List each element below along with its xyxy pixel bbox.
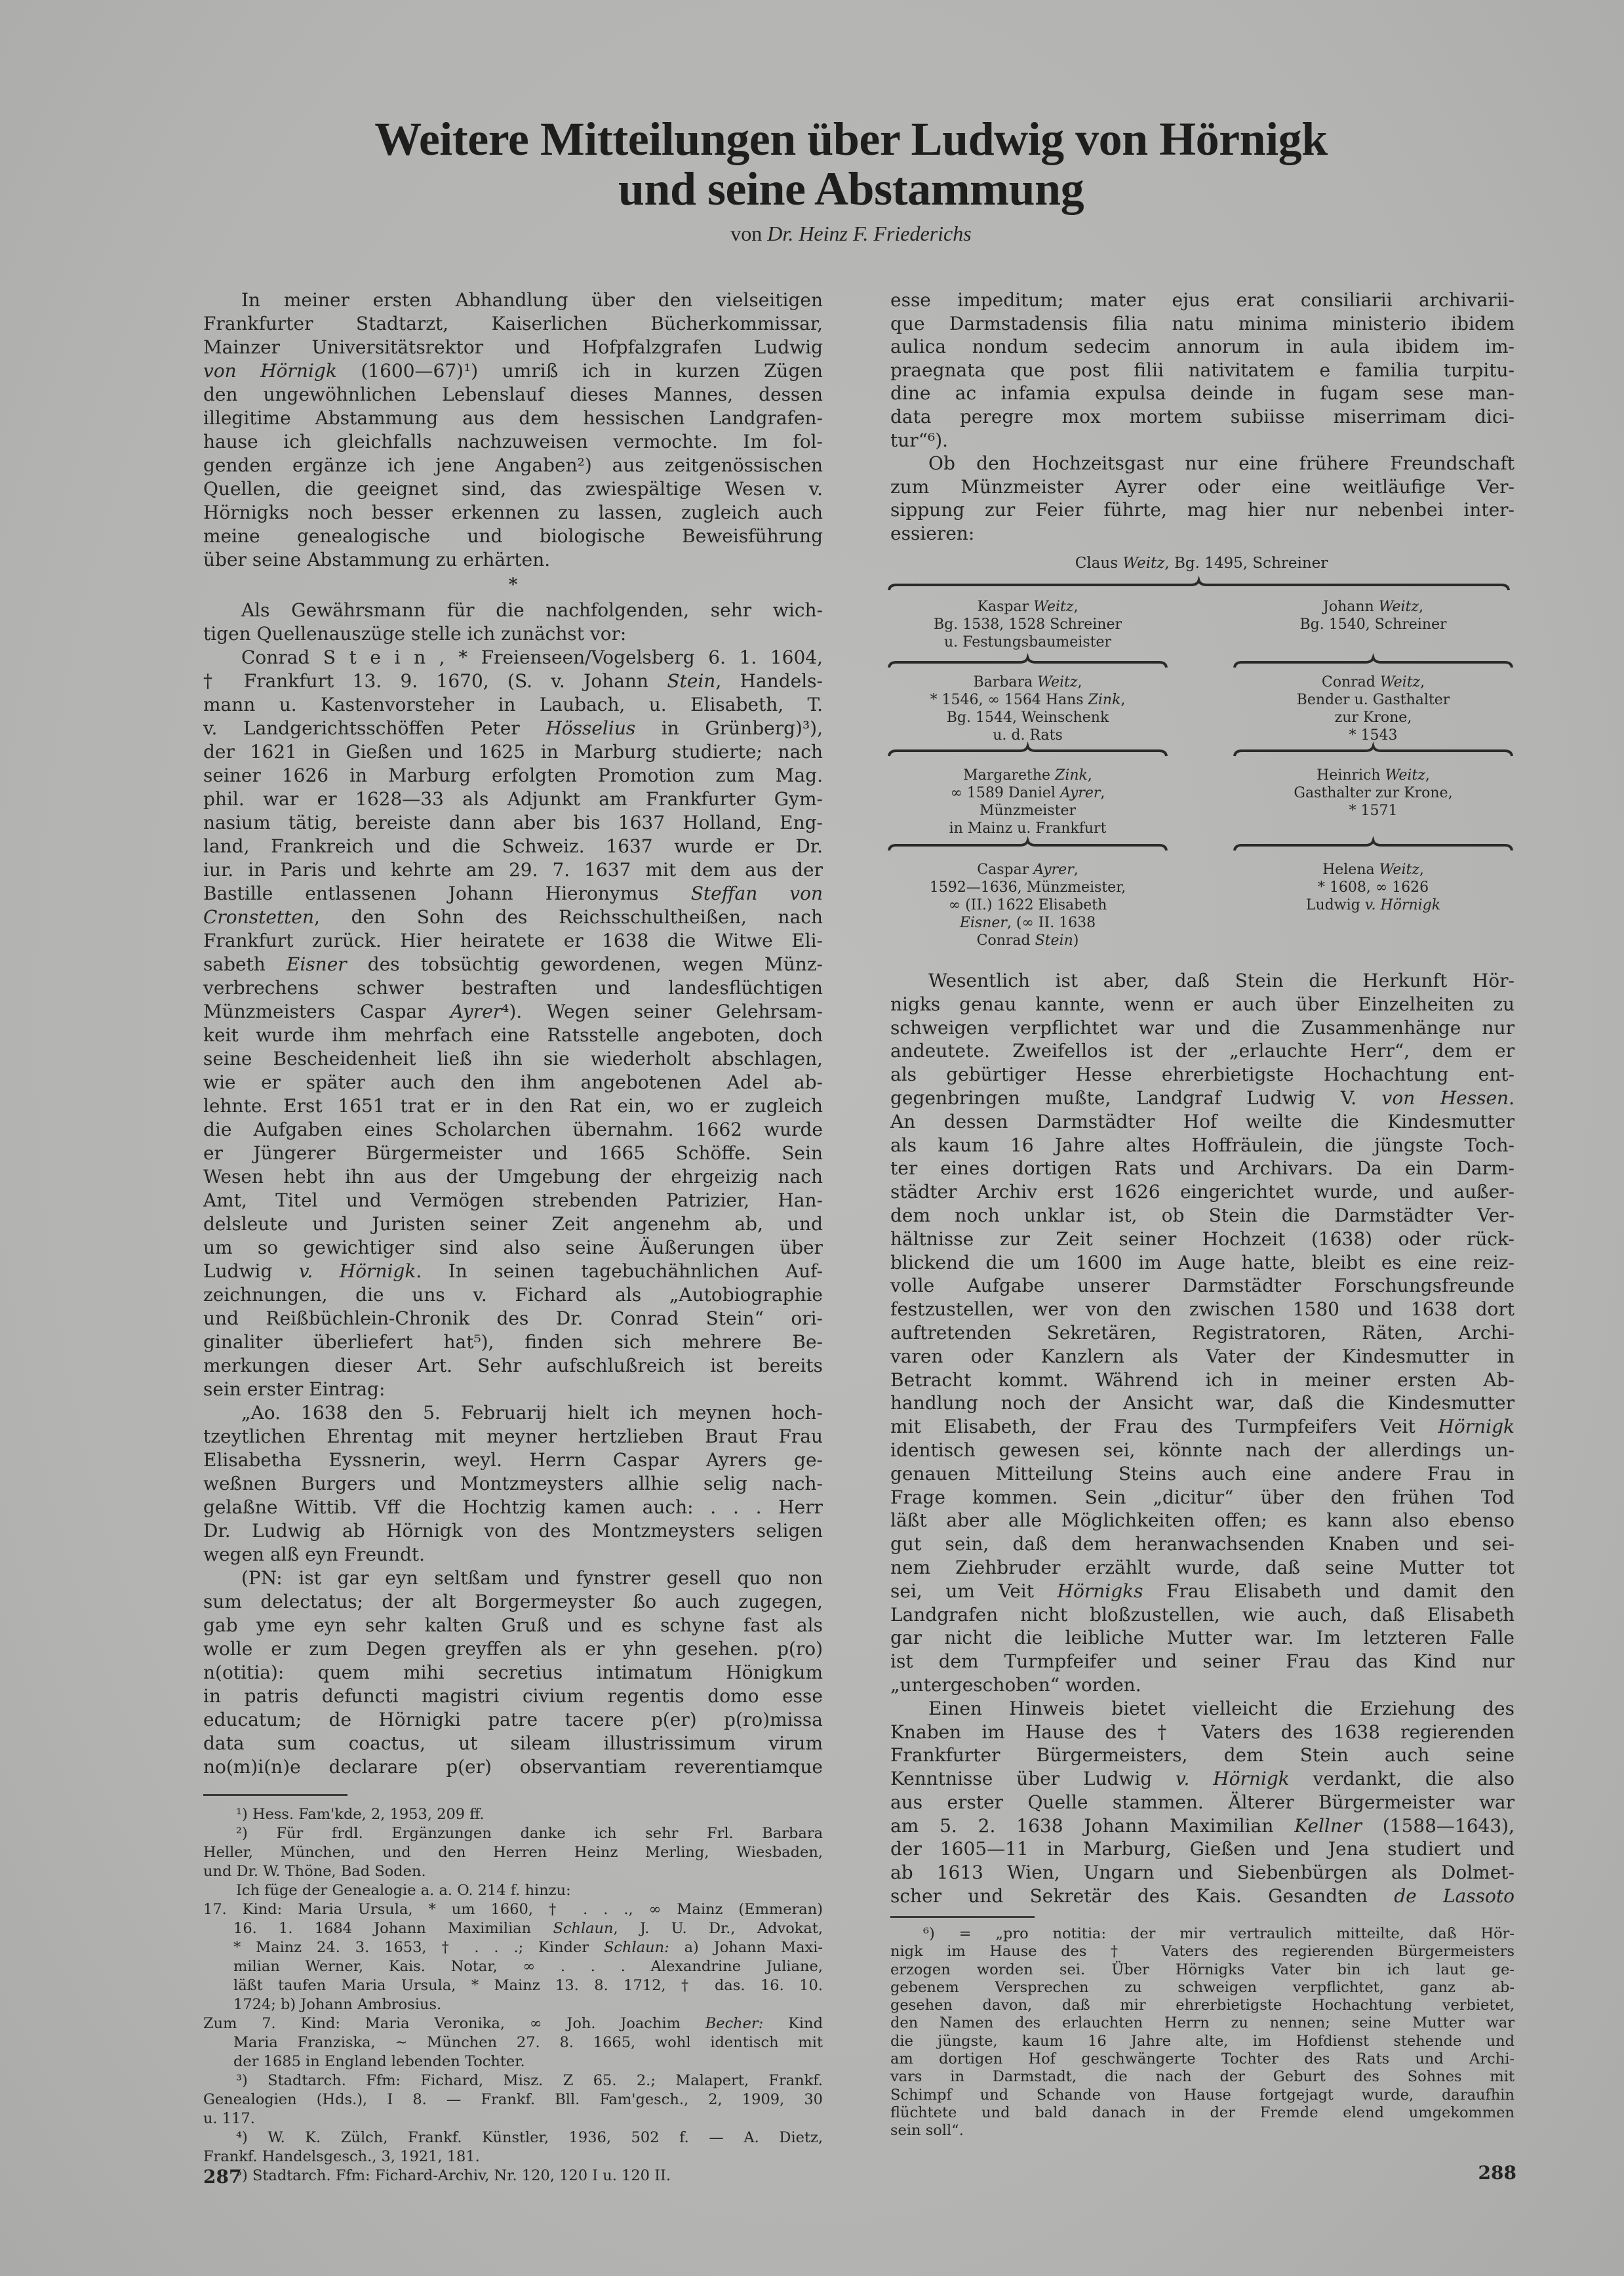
text-line: läßt aber alle Möglichkeiten offen; es kann also ebenso: [890, 1509, 1515, 1532]
genealogy-line: Kaspar Weitz,: [977, 599, 1079, 615]
text-line: gegenbringen mußte, Landgraf Ludwig V. von Hessen.: [890, 1087, 1515, 1109]
genealogy-line: Johann Weitz,: [1323, 599, 1423, 615]
text-line: Elisabetha Eyssnerin, weyl. Herrn Caspar Ayrers ge-: [203, 1449, 823, 1471]
text-line: aulica nondum sedecim annorum in aula ibidem im-: [890, 336, 1515, 358]
text-line: gut sein, daß dem heranwachsenden Knaben und sei-: [890, 1533, 1515, 1555]
paragraph: [203, 599, 823, 646]
text-line: über seine Abstammung zu erhärten.: [203, 549, 551, 570]
text-line: Amt, Titel und Vermögen strebenden Patrizier, Han-: [203, 1189, 823, 1211]
genealogy-line: Margarethe Zink,: [963, 767, 1092, 784]
paragraph: [203, 1805, 823, 1824]
text-line: Frankfurter Stadtarzt, Kaiserlichen Bücherkommissar,: [203, 313, 823, 334]
text-line: 1724; b) Johann Ambrosius.: [233, 1996, 442, 2013]
text-line: Conrad S t e i n , * Freienseen/Vogelsberg 6. 1. 1604,: [241, 647, 823, 668]
text-line: 17. Kind: Maria Ursula, * um 1660, † . . ., ∞ Mainz (Emmeran): [203, 1901, 823, 1918]
footnote-divider-left: [203, 1794, 347, 1796]
text-line: der 1685 in England lebenden Tochter.: [233, 2053, 525, 2070]
text-line: varen oder Kanzlern als Vater der Kindesmutter in: [890, 1345, 1515, 1367]
text-line: wegen alß eyn Freundt.: [203, 1544, 426, 1565]
text-line: essieren:: [890, 522, 975, 544]
footnotes-right: [890, 1925, 1515, 2140]
text-line: sein erster Eintrag:: [203, 1378, 386, 1400]
text-line: genden ergänze ich jene Angaben²) aus zeitgenössischen: [203, 454, 823, 476]
text-line: Dr. Ludwig ab Hörnigk von des Montzmeysters seligen: [203, 1520, 823, 1542]
paragraph: [203, 1900, 823, 2014]
genealogy-person-left: [862, 673, 1193, 744]
text-line: Ludwig v. Hörnigk. In seinen tagebuchähnlichen Auf-: [203, 1260, 823, 1282]
text-line: n(otitia): quem mihi secretius intimatum Hönigkum: [203, 1662, 823, 1683]
text-line: die jüngste, kaum 16 Jahre alte, im Hofdienst stehende und: [890, 2032, 1515, 2050]
text-line: verbrechens schwer bestraften und landesflüchtigen: [203, 977, 823, 999]
text-line: delsleute und Juristen seiner Zeit angenehm ab, und: [203, 1213, 823, 1235]
text-line: esse impeditum; mater ejus erat consiliarii archivarii-: [890, 289, 1515, 311]
text-line: † Frankfurt 13. 9. 1670, (S. v. Johann Stein, Handels-: [203, 670, 823, 692]
genealogy-line: * 1546, ∞ 1564 Hans Zink,: [930, 692, 1126, 708]
text-line: Schimpf und Schande von Hause fortgejagt wurde, daraufhin: [890, 2086, 1515, 2104]
text-line: Münzmeisters Caspar Ayrer⁴). Wegen seiner Gelehrsam-: [203, 1001, 823, 1022]
text-line: gesehen davon, daß mir ehrerbietigste Hochachtung verbietet,: [890, 1997, 1515, 2014]
text-line: am dortigen Hof geschwängerte Tochter des Rats und Archi-: [890, 2050, 1515, 2068]
text-line: nem Ziehbruder erzählt wurde, daß seine Mutter tot: [890, 1556, 1515, 1578]
genealogy-line: ∞ (II.) 1622 Elisabeth: [948, 897, 1107, 913]
text-line: aus erster Quelle stammen. Älterer Bürgermeister war: [890, 1791, 1515, 1813]
text-line: milian Werner, Kais. Notar, ∞ . . . Alexandrine Juliane,: [233, 1958, 823, 1975]
text-line: sein soll“.: [890, 2122, 964, 2140]
text-line: Quellen, die geeignet sind, das zwiespältige Wesen v.: [203, 478, 823, 500]
paragraph: [203, 2014, 823, 2071]
text-line: ter eines dortigen Rats und Archivars. Da ein Darm-: [890, 1157, 1515, 1180]
genealogy-person-right: [1208, 767, 1539, 820]
text-line: ²) Für frdl. Ergänzungen danke ich sehr Frl. Barbara: [236, 1825, 823, 1842]
text-line: Maria Franziska, ~ München 27. 8. 1665, wohl identisch mit: [233, 2034, 823, 2051]
text-line: que Darmstadensis filia natu minima ministerio ibidem: [890, 312, 1515, 334]
genealogy-person-left: [862, 861, 1193, 949]
genealogy-line: * 1571: [1349, 803, 1398, 819]
text-line: Knaben im Hause des † Vaters des 1638 regierenden: [890, 1721, 1515, 1743]
text-line: tigen Quellenauszüge stelle ich zunächst vor:: [203, 623, 627, 645]
genealogy-line: Eisner, (∞ II. 1638: [959, 915, 1096, 931]
genealogy-line: 1592—1636, Münzmeister,: [929, 879, 1126, 896]
text-line: und Reißbüchlein-Chronik des Dr. Conrad Stein“ ori-: [203, 1308, 823, 1329]
paragraph: [203, 289, 823, 572]
byline-author: Dr. Heinz F. Friederichs: [767, 222, 972, 245]
text-line: gab yme eyn sehr kalten Gruß und es schyne fast als: [203, 1614, 823, 1636]
text-line: no(m)i(n)e declarare p(er) observantiam reverentiamque: [203, 1756, 823, 1778]
paragraph: [203, 1567, 823, 1779]
text-line: gar nicht die leibliche Mutter war. Im letzteren Falle: [890, 1627, 1515, 1649]
text-line: gelaßne Wittib. Vff die Hochtzig kamen auch: . . . Herr: [203, 1496, 823, 1518]
genealogy-brace: [1234, 840, 1513, 852]
text-line: Frage kommen. Sein „dicitur“ über den frühen Tod: [890, 1486, 1515, 1508]
genealogy-line: Conrad Stein): [976, 932, 1079, 949]
text-line: die Aufgaben eines Scholarchen übernahm. 1662 wurde: [203, 1119, 823, 1140]
genealogy-line: Ludwig v. Hörnigk: [1305, 897, 1441, 913]
text-line: erzogen worden sei. Über Hörnigks Vater bin ich laut ge-: [890, 1961, 1515, 1978]
text-line: keit wurde ihm mehrfach eine Ratsstelle angeboten, doch: [203, 1024, 823, 1046]
text-line: auftretenden Sekretären, Registratoren, Räten, Archi-: [890, 1321, 1515, 1344]
text-line: iur. in Paris und kehrte am 29. 7. 1637 mit dem aus der: [203, 859, 823, 881]
genealogy-brace: [888, 746, 1167, 757]
text-line: Wesen hebt ihn aus der Umgebung der ehrgeizig nach: [203, 1166, 823, 1188]
genealogy-brace: [888, 657, 1167, 669]
genealogy-brace: [1234, 746, 1513, 757]
text-line: illegitime Abstammung aus dem hessischen Landgrafen-: [203, 407, 823, 429]
text-line: * Mainz 24. 3. 1653, † . . .; Kinder Schlaun: a) Johann Maxi-: [233, 1939, 823, 1956]
text-line: mit Elisabeth, der Frau des Turmpfeifers Veit Hörnigk: [890, 1416, 1515, 1438]
text-line: dine ac infamia expulsa deinde in fugam sese man-: [890, 382, 1515, 405]
text-line: sippung zur Feier führte, mag hier nur nebenbei inter-: [890, 499, 1515, 521]
genealogy-line: u. d. Rats: [993, 727, 1063, 744]
text-line: gebenem Versprechen zu schweigen verpflichtet, ganz ab-: [890, 1978, 1515, 1996]
text-line: nigks genau kannte, wenn er auch über Einzelheiten zu: [890, 993, 1515, 1015]
page-number-right: 288: [1478, 2162, 1516, 2184]
text-line: data sum coactus, ut sileam illustrissimum virum: [203, 1732, 823, 1754]
text-line: schweigen verpflichtet war und die Zusammenhänge nur: [890, 1016, 1515, 1039]
text-line: der 1605—11 in Marburg, Gießen und Jena studiert und: [890, 1838, 1515, 1860]
paragraph: [203, 1401, 823, 1567]
text-line: den Namen des erlauchten Herrn zu nennen; seine Mutter war: [890, 2014, 1515, 2032]
text-line: seine Bescheidenheit ließ ihn sie wiederholt abschlagen,: [203, 1048, 823, 1069]
text-line: Einen Hinweis bietet vielleicht die Erziehung des: [928, 1697, 1515, 1719]
text-line: genauen Mitteilung Steins auch eine andere Frau in: [890, 1462, 1515, 1485]
text-line: nigk im Hause des † Vaters des regierenden Bürgermeisters: [890, 1943, 1515, 1961]
text-line: läßt taufen Maria Ursula, * Mainz 13. 8. 1712, † das. 16. 10.: [233, 1977, 823, 1994]
text-line: andeutete. Zweifellos ist der „erlauchte Herr“, dem er: [890, 1040, 1515, 1062]
genealogy-line: Bg. 1544, Weinschenk: [946, 709, 1109, 726]
paragraph: [890, 1925, 1515, 2140]
text-line: Wesentlich ist aber, daß Stein die Herkunft Hör-: [928, 970, 1515, 991]
text-line: Betracht kommt. Während ich in meiner ersten Ab-: [890, 1368, 1515, 1391]
text-line: Mainzer Universitätsrektor und Hofpfalzgrafen Ludwig: [203, 336, 823, 358]
page-number-left: 287: [203, 2166, 242, 2187]
genealogy-line: zur Krone,: [1334, 709, 1412, 726]
text-line: lehnte. Erst 1651 trat er in den Rat ein, wo er zugleich: [203, 1095, 823, 1117]
text-line: volle Aufgabe unserer Darmstädter Forschungsfreunde: [890, 1275, 1515, 1297]
text-line: „untergeschoben“ worden.: [890, 1673, 1141, 1696]
text-line: merkungen dieser Art. Sehr aufschlußreich ist bereits: [203, 1355, 823, 1376]
paragraph: [203, 2128, 823, 2166]
text-line: Zum 7. Kind: Maria Veronika, ∞ Joh. Joachim Becher: Kind: [203, 2015, 823, 2032]
text-line: Genealogien (Hds.), I 8. — Frankf. Bll. Fam'gesch., 2, 1909, 30: [203, 2091, 823, 2108]
text-line: ginaliter überliefert hat⁵), finden sich mehrere Be-: [203, 1331, 823, 1353]
text-line: sum delectatus; der alt Borgermeyster ßo auch zugegen,: [203, 1591, 823, 1612]
text-line: hältnisse zur Zeit seiner Hochzeit (1638) oder rück-: [890, 1228, 1515, 1250]
text-line: u. 117.: [203, 2110, 255, 2127]
paragraph: [203, 646, 823, 1401]
text-line: Frankf. Handelsgesch., 3, 1921, 181.: [203, 2148, 480, 2165]
text-line: blickend die um 1600 im Auge hatte, bleibt es eine reiz-: [890, 1251, 1515, 1273]
text-line: educatum; de Hörnigki patre tacere p(er) p(ro)missa: [203, 1709, 823, 1730]
genealogy-line: Bender u. Gasthalter: [1296, 692, 1450, 708]
paragraph: [203, 1824, 823, 1881]
text-line: seiner 1626 in Marburg erfolgten Promotion zum Mag.: [203, 765, 823, 786]
text-line: ³) Stadtarch. Ffm: Fichard, Misz. Z 65. 2.; Malapert, Frankf.: [236, 2072, 823, 2089]
text-line: als gebürtiger Hesse ehrerbietigste Hochachtung ent-: [890, 1064, 1515, 1086]
text-line: Frankfurt zurück. Hier heiratete er 1638 die Witwe Eli-: [203, 930, 823, 951]
genealogy-person-left: [862, 598, 1193, 651]
text-line: ¹) Hess. Fam'kde, 2, 1953, 209 ff.: [236, 1806, 485, 1823]
text-line: ⁴) W. K. Zülch, Frankf. Künstler, 1936, 502 f. — A. Dietz,: [236, 2129, 823, 2146]
footnote-divider-right: [890, 1916, 1035, 1918]
genealogy-person-left: [862, 767, 1193, 837]
text-line: wolle er zum Degen greyffen als er yhn gesehen. p(ro): [203, 1638, 823, 1660]
genealogy-brace: [1234, 657, 1513, 669]
text-line: um so gewichtiger sind also seine Äußerungen über: [203, 1237, 823, 1258]
footnotes-left: [203, 1805, 823, 2186]
article-title-line-1: Weitere Mitteilungen über Ludwig von Hörnigk: [374, 113, 1328, 165]
byline: [195, 222, 1507, 245]
genealogy-line: Bg. 1540, Schreiner: [1299, 616, 1447, 633]
text-line: sabeth Eisner des tobsüchtig gewordenen, wegen Münz-: [203, 953, 823, 975]
genealogy-tree: [888, 544, 1515, 957]
genealogy-line: * 1608, ∞ 1626: [1317, 879, 1429, 896]
text-line: v. Landgerichtsschöffen Peter Hösselius in Grünberg)³),: [203, 717, 823, 739]
genealogy-line: Conrad Weitz,: [1321, 674, 1425, 690]
text-line: weßnen Burgers und Montzmeysters allhie selig nach-: [203, 1473, 823, 1494]
right-text-column-top: [890, 289, 1515, 546]
paragraph: [203, 1881, 823, 1900]
genealogy-line: ∞ 1589 Daniel Ayrer,: [950, 785, 1105, 801]
text-line: 16. 1. 1684 Johann Maximilian Schlaun, J. U. Dr., Advokat,: [233, 1920, 823, 1937]
text-line: ⁶) = „pro notitia: der mir vertraulich mitteilte, daß Hör-: [923, 1925, 1515, 1942]
text-line: scher und Sekretär des Kais. Gesandten de Lassoto: [890, 1885, 1515, 1907]
genealogy-brace: [888, 580, 1509, 591]
text-line: dem noch unklar ist, ob Stein die Darmstädter Ver-: [890, 1204, 1515, 1226]
text-line: data peregre mox mortem subiisse miserrimam dici-: [890, 405, 1515, 428]
genealogy-line: Heinrich Weitz,: [1317, 767, 1430, 784]
text-line: In meiner ersten Abhandlung über den vielseitigen: [241, 289, 823, 311]
text-line: handlung noch der Ansicht war, daß die Kindesmutter: [890, 1392, 1515, 1414]
text-line: nasium tätig, bereiste dann aber bis 1637 Holland, Eng-: [203, 812, 823, 833]
text-line: Frankfurter Bürgermeisters, dem Stein auch seine: [890, 1744, 1515, 1767]
paragraph: [890, 452, 1515, 545]
genealogy-person-right: [1208, 673, 1539, 744]
paragraph: [890, 1697, 1515, 1908]
genealogy-line: Helena Weitz,: [1322, 862, 1424, 878]
genealogy-line: Münzmeister: [979, 803, 1077, 819]
genealogy-line: in Mainz u. Frankfurt: [949, 820, 1107, 837]
text-line: Heller, München, und den Herren Heinz Merling, Wiesbaden,: [203, 1844, 823, 1861]
genealogy-line: u. Festungsbaumeister: [943, 634, 1112, 650]
text-line: er Jüngerer Bürgermeister und 1665 Schöffe. Sein: [203, 1142, 823, 1164]
section-separator: *: [508, 575, 518, 595]
genealogy-brace: [888, 840, 1167, 852]
text-line: von Hörnigk (1600—67)¹) umriß ich in kurzen Zügen: [203, 360, 823, 382]
text-line: ab 1613 Wien, Ungarn und Siebenbürgen als Dolmet-: [890, 1862, 1515, 1884]
text-line: ist dem Turmpfeifer und seiner Frau das Kind nur: [890, 1650, 1515, 1673]
genealogy-line: Gasthalter zur Krone,: [1294, 785, 1453, 801]
text-line: als kaum 16 Jahre altes Hoffräulein, die jüngste Toch-: [890, 1134, 1515, 1156]
text-line: Hörnigks noch besser erkennen zu lassen, zugleich auch: [203, 502, 823, 523]
text-line: meine genealogische und biologische Beweisführung: [203, 525, 823, 547]
paragraph: [890, 969, 1515, 1697]
text-line: festzustellen, wer von den zwischen 1580 und 1638 dort: [890, 1298, 1515, 1321]
genealogy-line: * 1543: [1349, 727, 1398, 744]
text-line: phil. war er 1628—33 als Adjunkt am Frankfurter Gym-: [203, 788, 823, 810]
text-line: mann u. Kastenvorsteher in Laubach, u. Elisabeth, T.: [203, 694, 823, 715]
text-line: tzeytlichen Ehrentag mit meyner hertzlieben Braut Frau: [203, 1426, 823, 1447]
text-line: flüchtete und bald danach in der Fremde elend umgekommen: [890, 2104, 1515, 2121]
genealogy-line: Bg. 1538, 1528 Schreiner: [933, 616, 1122, 633]
text-line: zeichnungen, die uns v. Fichard als „Autobiographie: [203, 1284, 823, 1306]
text-line: (PN: ist gar eyn seltßam und fynstrer gesell quo non: [241, 1567, 823, 1589]
genealogy-root: Claus Weitz, Bg. 1495, Schreiner: [1075, 555, 1328, 572]
genealogy-line: Caspar Ayrer,: [977, 862, 1079, 878]
genealogy-person-right: [1208, 598, 1539, 633]
paragraph: [890, 289, 1515, 452]
genealogy-person-right: [1208, 861, 1539, 914]
text-line: sei, um Veit Hörnigks Frau Elisabeth und damit den: [890, 1580, 1515, 1602]
text-line: in patris defuncti magistri civium regentis domo esse: [203, 1685, 823, 1707]
paragraph: [203, 2071, 823, 2128]
text-line: Ich füge der Genealogie a. a. O. 214 f. hinzu:: [236, 1882, 571, 1899]
right-text-column-bottom: [890, 969, 1515, 1908]
text-line: vars in Darmstadt, die nach der Geburt des Sohnes mit: [890, 2068, 1515, 2086]
text-line: am 5. 2. 1638 Johann Maximilian Kellner (1588—1643),: [890, 1814, 1515, 1837]
text-line: An dessen Darmstädter Hof weilte die Kindesmutter: [890, 1110, 1515, 1132]
text-line: zum Münzmeister Ayrer oder eine weitläufige Ver-: [890, 475, 1515, 498]
text-line: Landgrafen nicht bloßzustellen, wie auch, daß Elisabeth: [890, 1603, 1515, 1626]
text-line: praegnata que post filii nativitatem e familia turpitu-: [890, 359, 1515, 381]
text-line: ⁵) Stadtarch. Ffm: Fichard-Archiv, Nr. 120, 120 I u. 120 II.: [236, 2167, 671, 2184]
text-line: städter Archiv erst 1626 eingerichtet wurde, und außer-: [890, 1181, 1515, 1203]
text-line: Cronstetten, den Sohn des Reichsschultheißen, nach: [203, 906, 823, 928]
text-line: wie er später auch den ihm angebotenen Adel ab-: [203, 1071, 823, 1093]
byline-prefix: von: [730, 222, 762, 245]
text-line: identisch gewesen sei, könnte nach der allerdings un-: [890, 1439, 1515, 1461]
text-line: Kenntnisse über Ludwig v. Hörnigk verdankt, die also: [890, 1768, 1515, 1790]
paragraph: [203, 2166, 823, 2186]
text-line: „Ao. 1638 den 5. Februarij hielt ich meynen hoch-: [241, 1402, 823, 1424]
text-line: den ungewöhnlichen Lebenslauf dieses Mannes, dessen: [203, 384, 823, 405]
text-line: tur“⁶).: [890, 429, 949, 451]
text-line: und Dr. W. Thöne, Bad Soden.: [203, 1863, 426, 1880]
left-text-column: [203, 289, 823, 1779]
genealogy-line: Barbara Weitz,: [973, 674, 1082, 690]
text-line: der 1621 in Gießen und 1625 in Marburg studierte; nach: [203, 741, 823, 763]
text-line: land, Frankreich und die Schweiz. 1637 wurde er Dr.: [203, 835, 823, 857]
text-line: hause ich gleichfalls nachzuweisen vermochte. Im fol-: [203, 431, 823, 452]
article-title-line-2: und seine Abstammung: [618, 163, 1084, 215]
text-line: Ob den Hochzeitsgast nur eine frühere Freundschaft: [928, 452, 1515, 475]
text-line: Als Gewährsmann für die nachfolgenden, sehr wich-: [241, 599, 823, 621]
text-line: Bastille entlassenen Johann Hieronymus Steffan von: [203, 883, 823, 904]
